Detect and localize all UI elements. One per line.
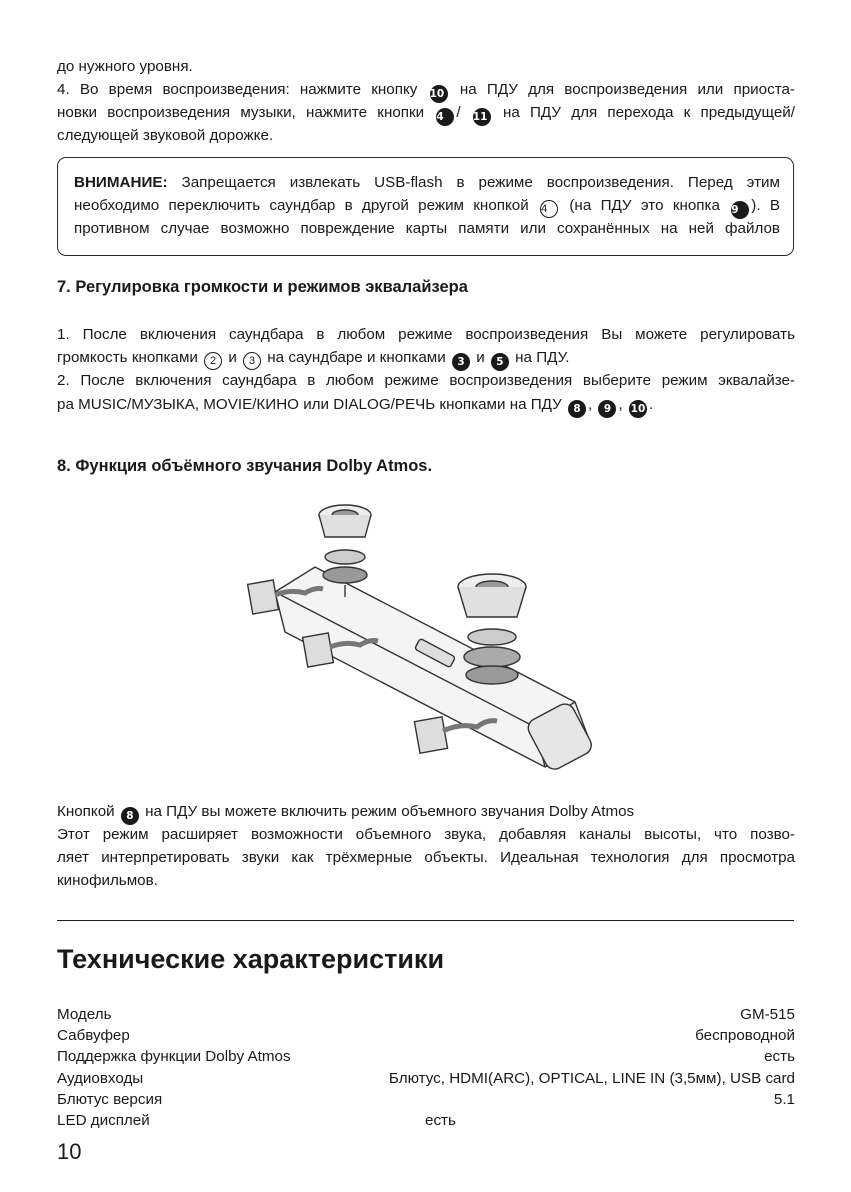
spec-row xyxy=(57,1026,795,1046)
intro-line: до нужного уровня. xyxy=(57,58,193,75)
spec-value: беспроводной xyxy=(695,1027,795,1044)
spec-row xyxy=(57,1047,795,1067)
spec-row xyxy=(57,1090,795,1110)
section-7-line: 2. После включения саундбара в любом режиме воспроизведения выберите режим эквалайзе- xyxy=(57,372,795,389)
remote-button-badge: 8 xyxy=(568,400,586,418)
remote-button-badge: 11 xyxy=(473,108,491,126)
intro-line: 4. Во время воспроизведения: нажмите кнопку 10 на ПДУ для воспроизведения или приоста- xyxy=(57,80,795,103)
soundbar-button-circle: 4 xyxy=(540,200,558,218)
soundbar-button-circle: 3 xyxy=(243,352,261,370)
specs-heading: Технические характеристики xyxy=(57,944,445,974)
section-8-line: Кнопкой 8 на ПДУ вы можете включить режим объемного звучания Dolby Atmos xyxy=(57,802,634,825)
section-8-line: Этот режим расширяет возможности объемного звука, добавляя каналы высоты, что позво- xyxy=(57,826,795,843)
warning-line: противном случае возможно повреждение карты памяти или сохранённых на ней файлов xyxy=(74,220,780,237)
warning-label: ВНИМАНИЕ: xyxy=(74,174,168,191)
section-8-line: ляет интерпретировать звуки как трёхмерные объекты. Идеальная технология для просмотра xyxy=(57,849,795,866)
spec-key: Аудиовходы xyxy=(57,1070,144,1087)
spec-value: есть xyxy=(425,1112,456,1129)
section-7-line: 1. После включения саундбара в любом режиме воспроизведения Вы можете регулировать xyxy=(57,326,795,343)
spec-key: LED дисплей xyxy=(57,1112,150,1129)
spec-value: GM-515 xyxy=(740,1006,795,1023)
intro-line: новки воспроизведения музыки, нажмите кнопки 4 / 11 на ПДУ для перехода к предыдущей/ xyxy=(57,103,795,126)
page-number: 10 xyxy=(57,1139,82,1164)
remote-button-badge: 5 xyxy=(491,353,509,371)
spec-key: Модель xyxy=(57,1006,112,1023)
remote-button-badge: 4 xyxy=(436,108,454,126)
spec-value: есть xyxy=(764,1048,795,1065)
spec-key: Поддержка функции Dolby Atmos xyxy=(57,1048,291,1065)
intro-line: следующей звуковой дорожке. xyxy=(57,127,274,144)
warning-box xyxy=(57,157,794,256)
soundbar-button-circle: 2 xyxy=(204,352,222,370)
warning-line: необходимо переключить саундбар в другой режим кнопкой 4 (на ПДУ это кнопка 9 ). В xyxy=(74,196,780,219)
section-7-line: громкость кнопками 2 и 3 на саундбаре и кнопками 3 и 5 на ПДУ. xyxy=(57,348,569,371)
warning-line: ВНИМАНИЕ: Запрещается извлекать USB-flash в режиме воспроизведения. Перед этим xyxy=(74,174,780,191)
spec-row xyxy=(57,1069,795,1089)
section-8-line: кинофильмов. xyxy=(57,872,158,889)
spec-row xyxy=(57,1005,795,1025)
spec-key: Сабвуфер xyxy=(57,1027,130,1044)
spec-value: Блютус, HDMI(ARC), OPTICAL, LINE IN (3,5мм), USB card xyxy=(388,1070,795,1087)
remote-button-badge: 10 xyxy=(430,85,448,103)
soundbar-illustration xyxy=(245,497,605,785)
remote-button-badge: 8 xyxy=(121,807,139,825)
remote-button-badge: 10 xyxy=(629,400,647,418)
spec-value: 5.1 xyxy=(773,1091,795,1108)
spec-key: Блютус версия xyxy=(57,1091,163,1108)
section-divider xyxy=(57,920,794,921)
remote-button-badge: 9 xyxy=(731,201,749,219)
section-7-line: ра MUSIC/МУЗЫКА, MOVIE/КИНО или DIALOG/РЕЧЬ кнопками на ПДУ 8 , 9 , 10 . xyxy=(57,395,653,418)
section-8-heading: 8. Функция объёмного звучания Dolby Atmos. xyxy=(57,457,433,475)
section-7-heading: 7. Регулировка громкости и режимов эквалайзера xyxy=(57,278,468,296)
spec-row xyxy=(57,1111,795,1131)
remote-button-badge: 3 xyxy=(452,353,470,371)
remote-button-badge: 9 xyxy=(598,400,616,418)
